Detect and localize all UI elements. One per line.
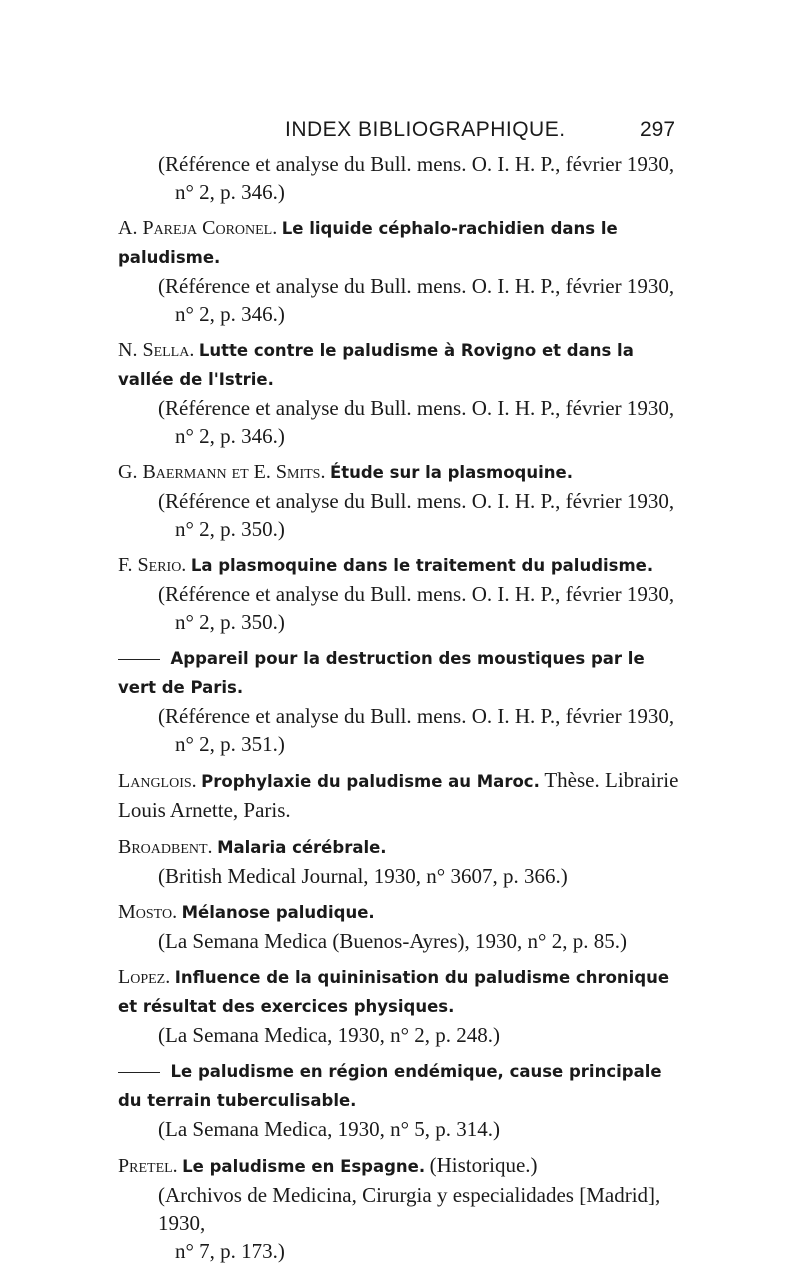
bibliography-entry	[118, 150, 688, 206]
entry-title: Étude sur la plasmoquine.	[329, 463, 573, 482]
entry-reference: (British Medical Journal, 1930, n° 3607, p. 366.)	[158, 864, 568, 888]
entry-title: Appareil pour la destruction des moustiques par le vert de Paris.	[118, 649, 645, 697]
entry-title: Influence de la quininisation du paludisme chronique et résultat des exercices physiques.	[118, 968, 670, 1016]
bibliography-entry	[118, 551, 688, 636]
ditto-dash	[118, 1072, 160, 1073]
entry-author: Broadbent.	[118, 836, 213, 858]
entry-author: A. Pareja Coronel.	[118, 217, 278, 239]
bibliography-entry	[118, 1057, 688, 1143]
page-header	[0, 118, 800, 148]
entry-reference: (La Semana Medica (Buenos-Ayres), 1930, n° 2, p. 85.)	[158, 929, 627, 953]
entry-title: Le liquide céphalo-rachidien dans le paludisme.	[118, 219, 618, 267]
entry-reference: (Référence et analyse du Bull. mens. O. I. H. P., février 1930, n° 2, p. 346.)	[158, 274, 675, 326]
entry-note: Thèse. Librairie Louis Arnette, Paris.	[118, 768, 679, 822]
bibliography-entry	[118, 1151, 688, 1265]
entry-title: Malaria cérébrale.	[217, 838, 387, 857]
entry-title: La plasmoquine dans le traitement du paludisme.	[190, 556, 654, 575]
entry-author: F. Serio.	[118, 554, 187, 576]
entry-reference: (Référence et analyse du Bull. mens. O. I. H. P., février 1930, n° 2, p. 346.)	[158, 152, 675, 204]
bibliography-entry	[118, 644, 688, 758]
entry-reference: (La Semana Medica, 1930, n° 2, p. 248.)	[158, 1023, 500, 1047]
entry-reference: (Archivos de Medicina, Cirurgia y especialidades [Madrid], 1930, n° 7, p. 173.)	[158, 1183, 661, 1263]
entry-author: N. Sella.	[118, 339, 195, 361]
bibliography-entry	[118, 898, 688, 955]
entry-author: Mosto.	[118, 901, 178, 923]
bibliography-entry	[118, 214, 688, 328]
running-title: INDEX BIBLIOGRAPHIQUE.	[285, 118, 566, 141]
bibliography-entry	[118, 766, 688, 825]
bibliography-list	[118, 150, 688, 1265]
entry-reference: (Référence et analyse du Bull. mens. O. I. H. P., février 1930, n° 2, p. 351.)	[158, 704, 675, 756]
entry-title: Prophylaxie du paludisme au Maroc.	[201, 772, 540, 791]
bibliography-entry	[118, 458, 688, 543]
entry-title: Le paludisme en Espagne.	[182, 1157, 426, 1176]
bibliography-entry	[118, 336, 688, 450]
entry-title: Lutte contre le paludisme à Rovigno et dans la vallée de l'Istrie.	[118, 341, 634, 389]
entry-reference: (La Semana Medica, 1930, n° 5, p. 314.)	[158, 1117, 500, 1141]
entry-reference: (Référence et analyse du Bull. mens. O. I. H. P., février 1930, n° 2, p. 350.)	[158, 582, 675, 634]
entry-author: Lopez.	[118, 966, 171, 988]
page-number: 297	[640, 118, 676, 141]
entry-author: Pretel.	[118, 1155, 178, 1177]
entry-title: Mélanose paludique.	[181, 903, 375, 922]
entry-author: Langlois.	[118, 770, 197, 792]
entry-title: Le paludisme en région endémique, cause principale du terrain tuberculisable.	[118, 1062, 662, 1110]
bibliography-entry	[118, 833, 688, 890]
entry-note: (Historique.)	[429, 1153, 538, 1177]
entry-reference: (Référence et analyse du Bull. mens. O. I. H. P., février 1930, n° 2, p. 350.)	[158, 489, 675, 541]
ditto-dash	[118, 659, 160, 660]
entry-author: G. Baermann et E. Smits.	[118, 461, 326, 483]
entry-reference: (Référence et analyse du Bull. mens. O. I. H. P., février 1930, n° 2, p. 346.)	[158, 396, 675, 448]
bibliography-entry	[118, 963, 688, 1049]
